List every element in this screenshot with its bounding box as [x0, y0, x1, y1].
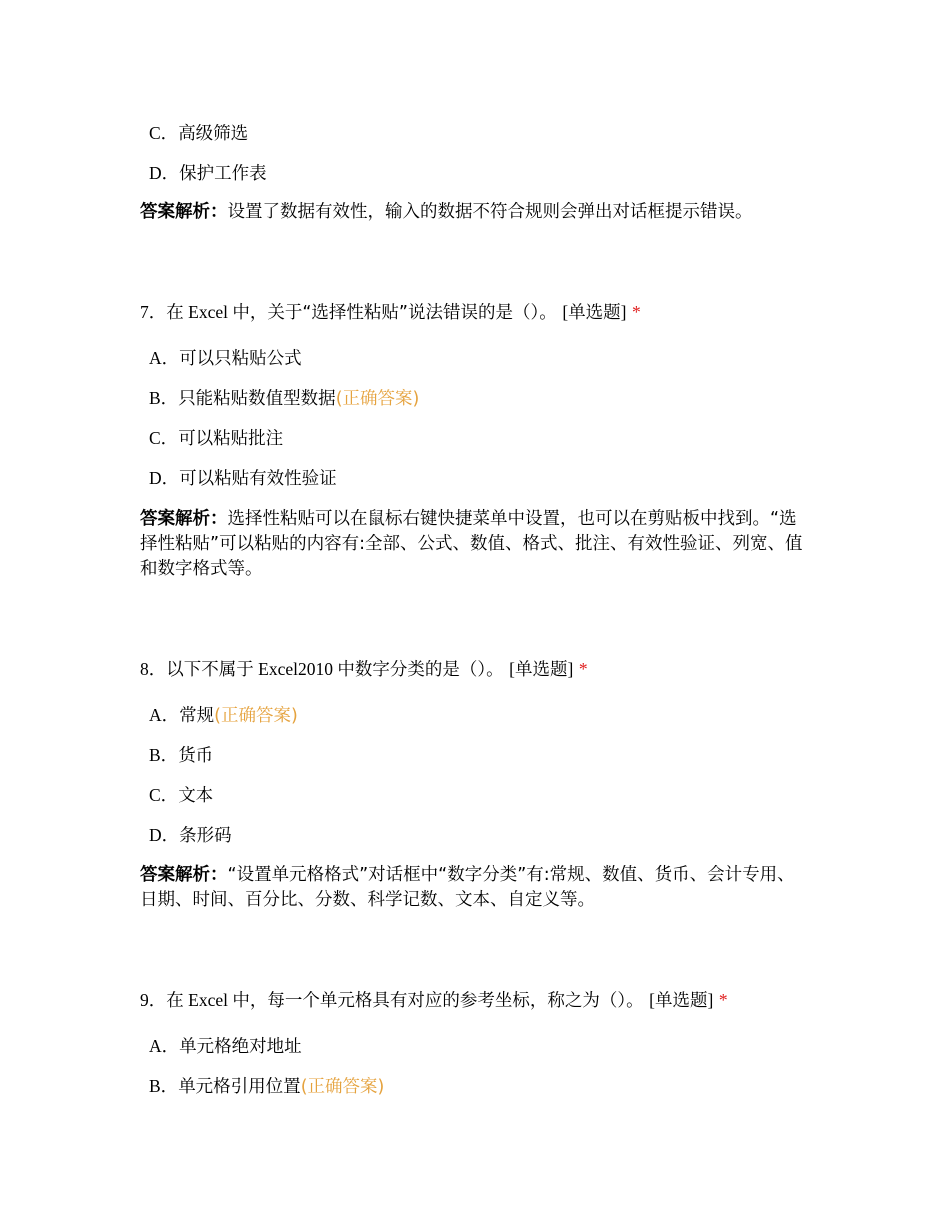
q8-option-c: [149, 784, 213, 807]
question-type: [单选题]: [562, 302, 627, 322]
question-type: [单选题]: [509, 659, 574, 679]
question-text-latin: Excel2010: [253, 659, 338, 679]
q6-option-d: [149, 162, 267, 185]
option-letter: D．: [149, 825, 180, 845]
option-letter: B．: [149, 388, 179, 408]
q7-option-a: [149, 347, 302, 370]
explanation-label: 答案解析：: [140, 509, 228, 529]
option-letter: D．: [149, 163, 180, 183]
required-asterisk: *: [632, 302, 641, 322]
option-letter: C．: [149, 428, 179, 448]
question-type: [单选题]: [649, 990, 714, 1010]
option-letter: C．: [149, 785, 179, 805]
explanation-text: “设置单元格格式”对话框中“数字分类”有:常规、数值、货币、会计专用、日期、时间、百分比、分数、科学记数、文本、自定义等。: [140, 865, 795, 910]
q8-explanation: [140, 863, 805, 913]
q9-option-b: [149, 1075, 384, 1098]
q7-title: [140, 301, 641, 324]
option-letter: C．: [149, 123, 179, 143]
question-text-post: 中，每一个单元格具有对应的参考坐标，称之为（）。: [232, 991, 644, 1011]
option-text: 只能粘贴数值型数据: [178, 389, 336, 409]
q9-option-a: [149, 1035, 302, 1058]
option-letter: D．: [149, 468, 180, 488]
option-letter: A．: [149, 348, 180, 368]
option-text: 高级筛选: [178, 124, 249, 144]
option-letter: B．: [149, 745, 179, 765]
q7-option-c: [149, 427, 283, 450]
explanation-text: 设置了数据有效性，输入的数据不符合规则会弹出对话框提示错误。: [227, 202, 753, 222]
q8-option-b: [149, 744, 213, 767]
q7-option-d: [149, 467, 337, 490]
option-text: 条形码: [179, 826, 232, 846]
q6-option-c: [149, 122, 248, 145]
explanation-text: 选择性粘贴可以在鼠标右键快捷菜单中设置，也可以在剪贴板中找到。“选择性粘贴”可以粘贴的内容有:全部、公式、数值、格式、批注、有效性验证、列宽、值和数字格式等。: [140, 509, 803, 579]
question-number: 7．: [140, 302, 167, 322]
q8-title: [140, 658, 588, 681]
question-text-latin: Excel: [183, 302, 233, 322]
option-text: 单元格绝对地址: [179, 1037, 302, 1057]
explanation-label: 答案解析：: [140, 202, 228, 222]
q8-option-a: [149, 704, 298, 727]
explanation-label: 答案解析：: [140, 865, 228, 885]
question-text-post: 中，关于“选择性粘贴”说法错误的是（）。: [232, 303, 557, 323]
option-letter: A．: [149, 705, 180, 725]
option-text: 文本: [178, 786, 214, 806]
question-number: 9．: [140, 990, 167, 1010]
required-asterisk: *: [578, 659, 588, 679]
option-letter: B．: [149, 1076, 179, 1096]
q8-option-d: [149, 824, 232, 847]
q6-explanation: [140, 200, 805, 225]
question-text-post: 中数字分类的是（）。: [337, 660, 504, 680]
q7-explanation: [140, 507, 805, 582]
question-text-pre: 以下不属于: [166, 660, 254, 680]
option-text: 货币: [178, 746, 214, 766]
option-letter: A．: [149, 1036, 180, 1056]
q9-title: [140, 989, 728, 1012]
correct-answer-mark: (正确答案): [300, 1077, 385, 1097]
option-text: 可以粘贴批注: [178, 429, 284, 449]
correct-answer-mark: (正确答案): [214, 706, 298, 726]
required-asterisk: *: [718, 990, 728, 1010]
option-text: 可以粘贴有效性验证: [179, 469, 337, 489]
question-text-pre: 在: [166, 991, 184, 1011]
question-text-latin: Excel: [183, 990, 233, 1010]
question-text-pre: 在: [166, 303, 184, 323]
option-text: 可以只粘贴公式: [179, 349, 302, 369]
q7-option-b: [149, 387, 419, 410]
option-text: 保护工作表: [179, 164, 267, 184]
option-text: 常规: [179, 706, 215, 726]
option-text: 单元格引用位置: [178, 1077, 301, 1097]
correct-answer-mark: (正确答案): [335, 389, 420, 409]
question-number: 8．: [140, 659, 167, 679]
